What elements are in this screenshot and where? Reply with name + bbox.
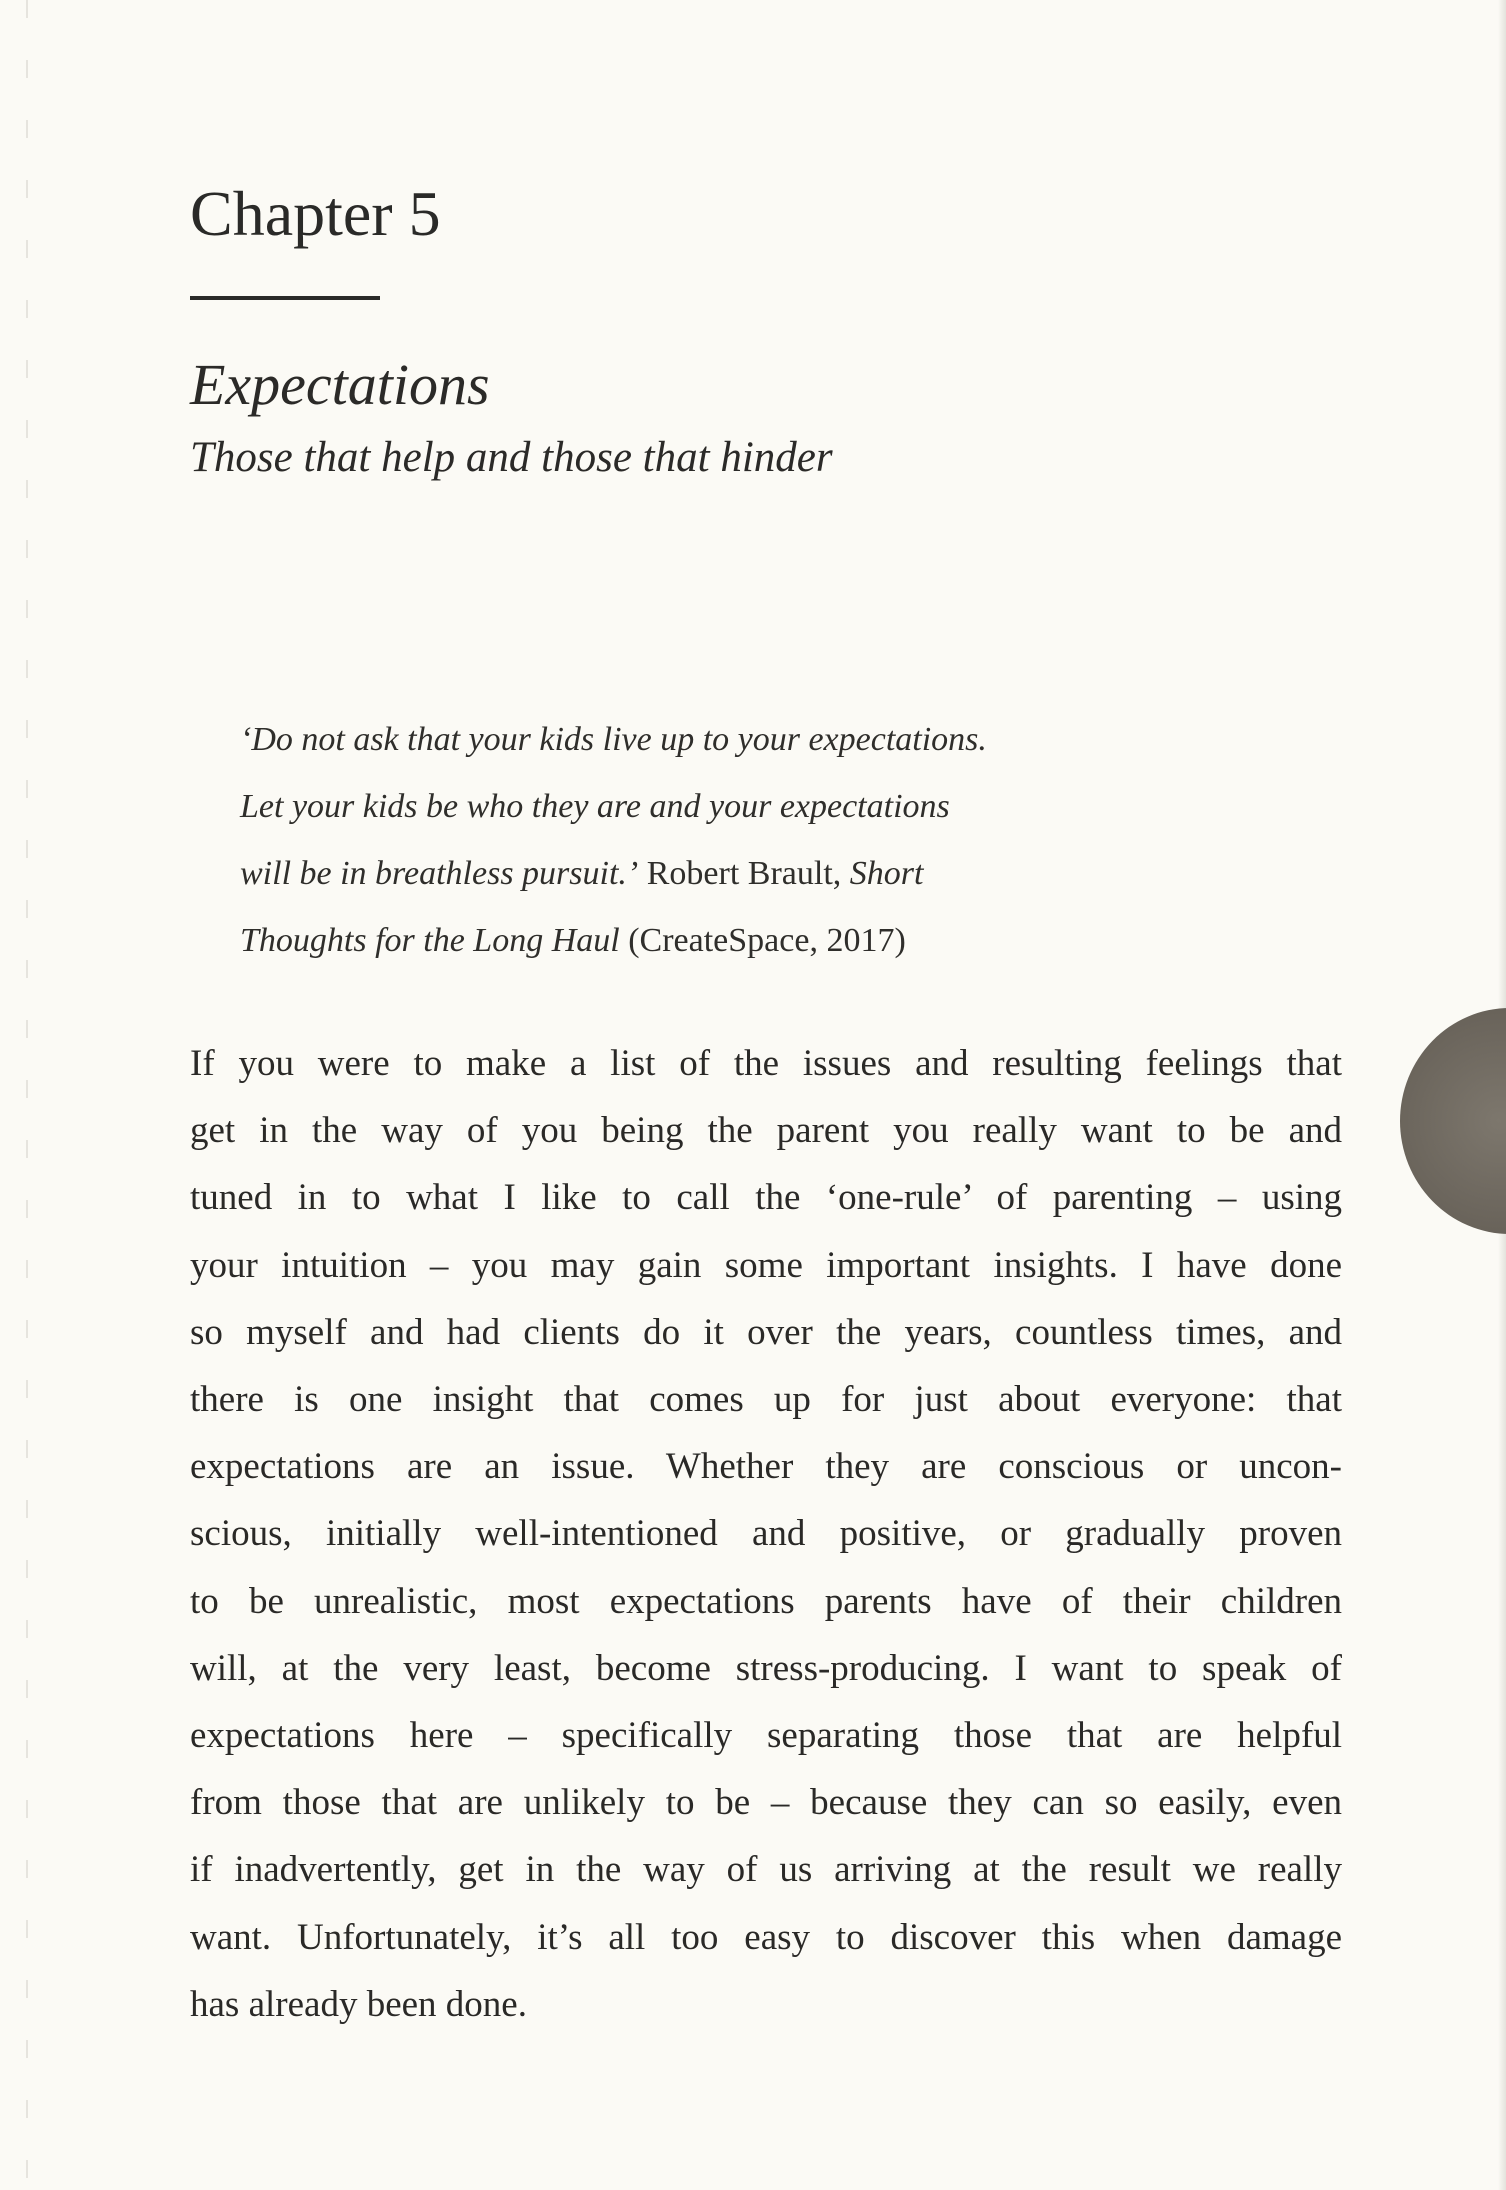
body-line: expectations here – specifically separating those that are helpful bbox=[190, 1715, 1342, 1757]
body-line: tuned in to what I like to call the ‘one-rule’ of parenting – using bbox=[190, 1177, 1342, 1219]
body-line: expectations are an issue. Whether they are conscious or uncon- bbox=[190, 1446, 1342, 1488]
chapter-title: Expectations bbox=[190, 352, 490, 417]
body-line: to be unrealistic, most expectations parents have of their children bbox=[190, 1580, 1342, 1622]
epigraph-line: ‘Do not ask that your kids live up to your expectations. bbox=[240, 721, 987, 758]
epigraph-line: Let your kids be who they are and your expectations bbox=[240, 788, 950, 825]
epigraph-line bbox=[240, 840, 1140, 907]
body-line: get in the way of you being the parent you really want to be and bbox=[190, 1110, 1342, 1152]
chapter-subtitle: Those that help and those that hinder bbox=[190, 434, 833, 481]
epigraph-author: Robert Brault, bbox=[638, 855, 850, 892]
chapter-heading: Chapter 5 bbox=[190, 178, 441, 249]
body-line: will, at the very least, become stress-producing. I want to speak of bbox=[190, 1647, 1342, 1689]
thumb-tab-marker bbox=[1400, 1008, 1506, 1234]
epigraph bbox=[240, 706, 1140, 974]
body-line: scious, initially well-intentioned and positive, or gradually proven bbox=[190, 1513, 1342, 1555]
epigraph-book-title: Thoughts for the Long Haul bbox=[240, 922, 620, 959]
chapter-rule bbox=[190, 296, 380, 300]
epigraph-book-title: Short bbox=[849, 855, 924, 892]
body-line: from those that are unlikely to be – because they can so easily, even bbox=[190, 1782, 1342, 1824]
body-line: If you were to make a list of the issues and resulting feelings that bbox=[190, 1043, 1342, 1084]
body-line: so myself and had clients do it over the years, countless times, and bbox=[190, 1311, 1342, 1353]
body-paragraph bbox=[190, 1030, 1342, 2038]
epigraph-publication: (CreateSpace, 2017) bbox=[619, 922, 906, 959]
body-line: if inadvertently, get in the way of us arriving at the result we really bbox=[190, 1849, 1342, 1891]
body-line: your intuition – you may gain some important insights. I have done bbox=[190, 1244, 1342, 1286]
body-line: has already been done. bbox=[190, 1983, 527, 2025]
epigraph-line bbox=[240, 907, 1140, 974]
epigraph-quote-end: will be in breathless pursuit.’ bbox=[240, 855, 639, 892]
body-line: want. Unfortunately, it’s all too easy to discover this when damage bbox=[190, 1916, 1342, 1958]
page-edge-left bbox=[26, 0, 28, 2190]
body-line: there is one insight that comes up for just about everyone: that bbox=[190, 1379, 1342, 1421]
